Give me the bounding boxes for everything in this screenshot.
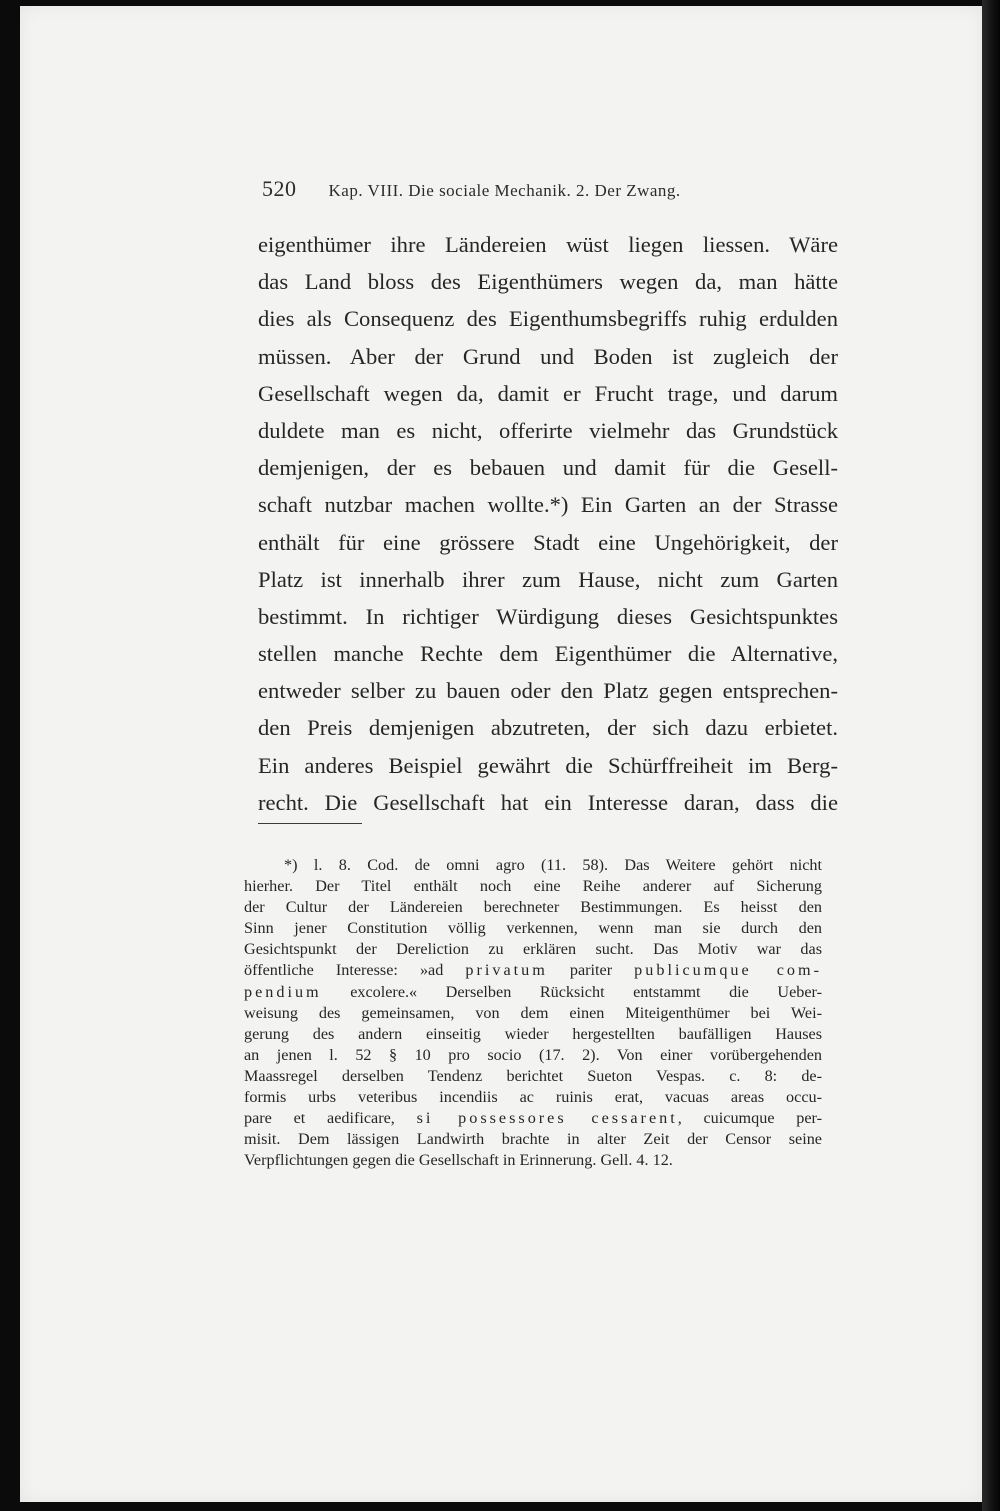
footnote-line: Verpflichtungen gegen die Gesellschaft in Erinnerung. Gell. 4. 12. — [244, 1151, 673, 1170]
page-edge-shadow — [982, 0, 1000, 1511]
spaced-latin: si possessores cessarent — [416, 1109, 678, 1128]
footnote-line — [244, 982, 822, 1003]
page-number: 520 — [262, 176, 297, 201]
spaced-latin: pendium — [244, 982, 322, 1001]
footnote-line: Sinn jener Constitution völlig verkennen, wenn man sie durch den — [244, 919, 822, 938]
footnote-text: öffentliche Interesse: »ad — [244, 961, 466, 980]
footnote-line — [244, 1108, 822, 1129]
text-line: bestimmt. In richtiger Würdigung dieses Gesichtspunktes — [258, 603, 838, 629]
text-line: den Preis demjenigen abzutreten, der sich dazu erbietet. — [258, 715, 838, 741]
footnote-line: Maassregel derselben Tendenz berichtet Sueton Vespas. c. 8: de- — [244, 1066, 822, 1085]
text-line: Platz ist innerhalb ihrer zum Hause, nicht zum Garten — [258, 566, 838, 592]
text-line: dies als Consequenz des Eigenthumsbegriffs ruhig erdulden — [258, 306, 838, 332]
text-line: enthält für eine grössere Stadt eine Ungehörigkeit, der — [258, 529, 838, 555]
main-text — [258, 226, 838, 821]
footnote-line: der Cultur der Ländereien berechneter Bestimmungen. Es heisst den — [244, 898, 822, 917]
text-line: das Land bloss des Eigenthümers wegen da, man hätte — [258, 269, 838, 295]
running-header — [262, 176, 762, 202]
running-title: Kap. VIII. Die sociale Mechanik. 2. Der Zwang. — [328, 181, 681, 200]
footnote — [244, 855, 822, 1171]
footnote-line: *) l. 8. Cod. de omni agro (11. 58). Das Weitere gehört nicht — [284, 856, 822, 874]
footnote-text: , cuicumque per- — [677, 1109, 822, 1128]
footnote-line: misit. Dem lässigen Landwirth brachte in alter Zeit der Censor seine — [244, 1130, 822, 1149]
footnote-text: excolere.« Derselben Rücksicht entstammt die Ueber- — [321, 982, 822, 1001]
text-line: demjenigen, der es bebauen und damit für die Gesell- — [258, 455, 838, 481]
text-line: schaft nutzbar machen wollte.*) Ein Garten an der Strasse — [258, 492, 838, 518]
text-line: recht. Die Gesellschaft hat ein Interesse daran, dass die — [258, 789, 838, 815]
footnote-line: Gesichtspunkt der Dereliction zu erklären sucht. Das Motiv war das — [244, 940, 822, 959]
footnote-line: hierher. Der Titel enthält noch eine Reihe anderer auf Sicherung — [244, 877, 822, 896]
footnote-line — [244, 960, 822, 981]
footnote-rule — [258, 823, 362, 824]
footnote-line: weisung des gemeinsamen, von dem einen Miteigenthümer bei Wei- — [244, 1003, 822, 1022]
text-line: duldete man es nicht, offerirte vielmehr das Grundstück — [258, 417, 838, 443]
spaced-latin: publicumque com- — [634, 961, 822, 980]
footnote-text: pare et aedificare, — [244, 1109, 417, 1128]
text-line: müssen. Aber der Grund und Boden ist zugleich der — [258, 343, 838, 369]
text-line: Gesellschaft wegen da, damit er Frucht trage, und darum — [258, 380, 838, 406]
text-line: Ein anderes Beispiel gewährt die Schürffreiheit im Berg- — [258, 752, 838, 778]
footnote-line: formis urbs veteribus incendiis ac ruinis erat, vacuas areas occu- — [244, 1088, 822, 1107]
footnote-text: pariter — [547, 961, 635, 980]
text-line: entweder selber zu bauen oder den Platz gegen entsprechen- — [258, 678, 838, 704]
footnote-line: gerung des andern einseitig wieder hergestellten baufälligen Hauses — [244, 1024, 822, 1043]
text-line: stellen manche Rechte dem Eigenthümer die Alternative, — [258, 641, 838, 667]
text-line: eigenthümer ihre Ländereien wüst liegen liessen. Wäre — [258, 232, 838, 257]
footnote-line: an jenen l. 52 § 10 pro socio (17. 2). Von einer vorübergehenden — [244, 1045, 822, 1064]
spaced-latin: privatum — [465, 961, 548, 980]
